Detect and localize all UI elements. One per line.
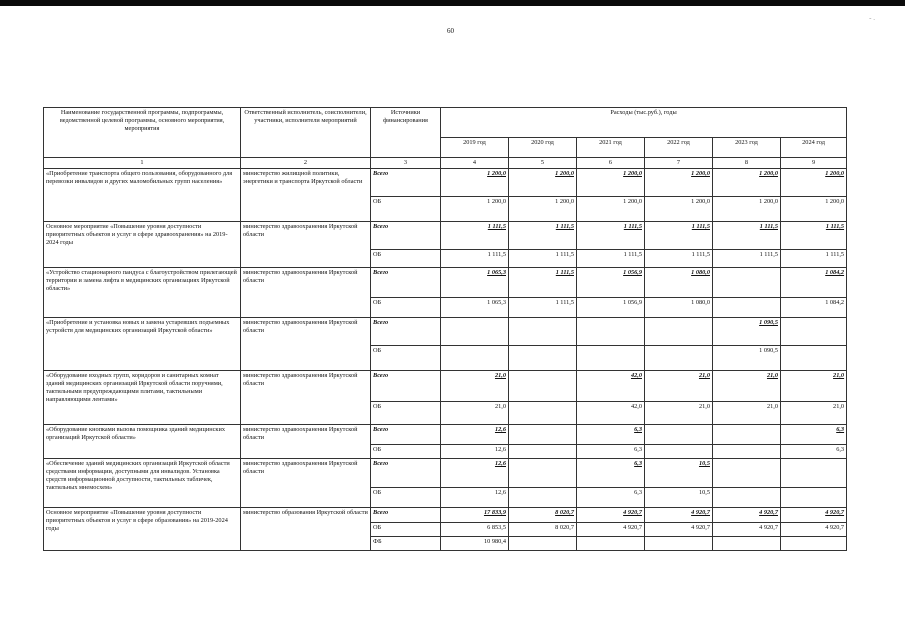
expense-value bbox=[509, 402, 577, 425]
corner-mark: - . bbox=[869, 14, 875, 22]
executor: министерство здравоохранения Иркутской области bbox=[241, 371, 371, 425]
expense-value bbox=[509, 425, 577, 445]
expense-value bbox=[645, 318, 713, 346]
scan-top-border bbox=[0, 0, 905, 6]
expense-value: 12,6 bbox=[441, 445, 509, 459]
activity-name: «Оборудование кнопками вызова помощника зданий медицинских организаций Иркутской области» bbox=[44, 425, 241, 459]
expense-value: 10,5 bbox=[645, 488, 713, 508]
executor: министерство образования Иркутской области bbox=[241, 508, 371, 551]
expense-value: 1 065,3 bbox=[441, 298, 509, 318]
funding-source: ОБ bbox=[371, 197, 441, 222]
expense-value bbox=[441, 318, 509, 346]
expense-value: 1 111,5 bbox=[781, 222, 847, 250]
expense-value: 21,0 bbox=[441, 402, 509, 425]
activity-name: Основное мероприятие «Повышение уровня доступности приоритетных объектов и услуг в сфере здравоохранения» на 2019-2024 годы bbox=[44, 222, 241, 268]
table-row bbox=[44, 318, 847, 346]
expense-value: 4 920,7 bbox=[713, 508, 781, 523]
table-row bbox=[44, 222, 847, 250]
column-index: 4 bbox=[441, 158, 509, 169]
expense-value bbox=[509, 371, 577, 402]
expense-value: 1 200,0 bbox=[441, 169, 509, 197]
funding-source: Всего bbox=[371, 371, 441, 402]
expense-value: 1 111,5 bbox=[577, 222, 645, 250]
expense-value bbox=[645, 537, 713, 551]
expense-value: 10 980,4 bbox=[441, 537, 509, 551]
expense-value: 8 020,7 bbox=[509, 523, 577, 537]
funding-source: ОБ bbox=[371, 346, 441, 371]
expense-value: 1 200,0 bbox=[713, 197, 781, 222]
expense-value: 4 920,7 bbox=[781, 508, 847, 523]
expense-value: 1 111,5 bbox=[781, 250, 847, 268]
expense-value: 12,6 bbox=[441, 488, 509, 508]
expense-value: 6,3 bbox=[577, 459, 645, 488]
expense-value: 1 200,0 bbox=[577, 169, 645, 197]
expense-value: 6 853,5 bbox=[441, 523, 509, 537]
expense-value bbox=[645, 425, 713, 445]
expense-value: 6,3 bbox=[577, 425, 645, 445]
expense-value: 1 200,0 bbox=[509, 197, 577, 222]
expense-value: 1 111,5 bbox=[509, 268, 577, 298]
header-year: 2022 год bbox=[645, 138, 713, 158]
expense-value bbox=[509, 488, 577, 508]
page-number: 60 bbox=[447, 27, 454, 35]
funding-source: ОБ bbox=[371, 488, 441, 508]
expense-value bbox=[713, 537, 781, 551]
executor: министерство здравоохранения Иркутской области bbox=[241, 318, 371, 371]
expense-value: 21,0 bbox=[441, 371, 509, 402]
expense-value: 8 020,7 bbox=[509, 508, 577, 523]
expense-value: 6,3 bbox=[577, 445, 645, 459]
expense-value: 1 080,0 bbox=[645, 268, 713, 298]
funding-source: Всего bbox=[371, 459, 441, 488]
expense-value bbox=[509, 459, 577, 488]
column-index: 5 bbox=[509, 158, 577, 169]
executor: министерство здравоохранения Иркутской области bbox=[241, 459, 371, 508]
expense-value: 1 084,2 bbox=[781, 298, 847, 318]
table-row bbox=[44, 169, 847, 197]
funding-source: ОБ bbox=[371, 298, 441, 318]
expense-value: 1 200,0 bbox=[509, 169, 577, 197]
funding-source: ОБ bbox=[371, 445, 441, 459]
table-row bbox=[44, 425, 847, 445]
column-index: 1 bbox=[44, 158, 241, 169]
column-index: 7 bbox=[645, 158, 713, 169]
expense-value: 21,0 bbox=[713, 371, 781, 402]
expense-value: 21,0 bbox=[713, 402, 781, 425]
expense-value: 1 111,5 bbox=[645, 250, 713, 268]
funding-source: Всего bbox=[371, 222, 441, 250]
funding-source: ФБ bbox=[371, 537, 441, 551]
expense-value: 1 111,5 bbox=[441, 222, 509, 250]
expense-value: 1 200,0 bbox=[713, 169, 781, 197]
column-index: 2 bbox=[241, 158, 371, 169]
column-index: 6 bbox=[577, 158, 645, 169]
table-row bbox=[44, 508, 847, 523]
funding-source: Всего bbox=[371, 425, 441, 445]
expense-value bbox=[781, 318, 847, 346]
expense-value: 4 920,7 bbox=[713, 523, 781, 537]
expense-value bbox=[781, 346, 847, 371]
expense-value: 21,0 bbox=[781, 402, 847, 425]
expense-value: 1 200,0 bbox=[781, 197, 847, 222]
activity-name: Основное мероприятие «Повышение уровня доступности приоритетных объектов и услуг в сфере образования» на 2019-2024 годы bbox=[44, 508, 241, 551]
expense-value bbox=[509, 445, 577, 459]
expense-value bbox=[509, 537, 577, 551]
executor: министерство жилищной политики, энергетики и транспорта Иркутской области bbox=[241, 169, 371, 222]
expense-value bbox=[645, 346, 713, 371]
expense-value: 1 200,0 bbox=[441, 197, 509, 222]
expense-value bbox=[713, 488, 781, 508]
expense-value: 1 200,0 bbox=[645, 169, 713, 197]
expense-value: 1 200,0 bbox=[781, 169, 847, 197]
expense-value: 21,0 bbox=[781, 371, 847, 402]
activity-name: «Оборудование входных групп, коридоров и санитарных комнат зданий медицинских организаций Иркутской области поручнями, тактильными предупреждающими плитами, тактильными направляющими лентами» bbox=[44, 371, 241, 425]
expense-value bbox=[577, 537, 645, 551]
header-year: 2024 год bbox=[781, 138, 847, 158]
expense-value: 21,0 bbox=[645, 402, 713, 425]
header-expenses: Расходы (тыс.руб.), годы bbox=[441, 108, 847, 138]
expense-value: 42,0 bbox=[577, 402, 645, 425]
funding-source: Всего bbox=[371, 318, 441, 346]
expense-value: 1 111,5 bbox=[645, 222, 713, 250]
funding-source: ОБ bbox=[371, 402, 441, 425]
expense-value: 1 065,3 bbox=[441, 268, 509, 298]
expense-value: 1 111,5 bbox=[509, 222, 577, 250]
activity-name: «Приобретение и установка новых и замена устаревших подъемных устройств для медицинских организаций Иркутской области» bbox=[44, 318, 241, 371]
column-index: 8 bbox=[713, 158, 781, 169]
budget-table bbox=[43, 107, 847, 551]
expense-value bbox=[781, 459, 847, 488]
expense-value: 4 920,7 bbox=[645, 523, 713, 537]
expense-value bbox=[509, 346, 577, 371]
executor: министерство здравоохранения Иркутской области bbox=[241, 425, 371, 459]
activity-name: «Устройство стационарного пандуса с благоустройством прилегающей территории и замена лифта в медицинских организациях Иркутской области» bbox=[44, 268, 241, 318]
expense-value: 12,6 bbox=[441, 425, 509, 445]
expense-value: 6,3 bbox=[781, 425, 847, 445]
executor: министерство здравоохранения Иркутской области bbox=[241, 222, 371, 268]
activity-name: «Приобретение транспорта общего пользования, оборудованного для перевозки инвалидов и других маломобильных групп населения» bbox=[44, 169, 241, 222]
header-year: 2019 год bbox=[441, 138, 509, 158]
funding-source: Всего bbox=[371, 508, 441, 523]
expense-value: 21,0 bbox=[645, 371, 713, 402]
expense-value: 1 090,5 bbox=[713, 346, 781, 371]
expense-value: 4 920,7 bbox=[577, 523, 645, 537]
expense-value bbox=[713, 459, 781, 488]
column-index: 3 bbox=[371, 158, 441, 169]
header-source: Источники финансирования bbox=[371, 108, 441, 158]
column-index: 9 bbox=[781, 158, 847, 169]
expense-value: 1 200,0 bbox=[645, 197, 713, 222]
header-year: 2020 год bbox=[509, 138, 577, 158]
executor: министерство здравоохранения Иркутской области bbox=[241, 268, 371, 318]
expense-value: 12,6 bbox=[441, 459, 509, 488]
expense-value bbox=[713, 425, 781, 445]
expense-value bbox=[441, 346, 509, 371]
expense-value: 1 056,9 bbox=[577, 268, 645, 298]
funding-source: ОБ bbox=[371, 523, 441, 537]
header-name: Наименование государственной программы, подпрограммы, ведомственной целевой программы, основного мероприятия, мероприятия bbox=[44, 108, 241, 158]
header-executor: Ответственный исполнитель, соисполнители, участники, исполнители мероприятий bbox=[241, 108, 371, 158]
expense-value: 1 080,0 bbox=[645, 298, 713, 318]
expense-value: 1 111,5 bbox=[577, 250, 645, 268]
expense-value: 1 200,0 bbox=[577, 197, 645, 222]
table-row bbox=[44, 371, 847, 402]
expense-value bbox=[645, 445, 713, 459]
expense-value bbox=[713, 268, 781, 298]
expense-value: 1 111,5 bbox=[713, 222, 781, 250]
table-row bbox=[44, 268, 847, 298]
expense-value bbox=[713, 445, 781, 459]
expense-value bbox=[577, 346, 645, 371]
expense-value: 1 056,9 bbox=[577, 298, 645, 318]
expense-value bbox=[509, 318, 577, 346]
expense-value: 1 111,5 bbox=[441, 250, 509, 268]
expense-value bbox=[781, 537, 847, 551]
expense-value: 4 920,7 bbox=[781, 523, 847, 537]
expense-value bbox=[713, 298, 781, 318]
header-year: 2021 год bbox=[577, 138, 645, 158]
funding-source: Всего bbox=[371, 268, 441, 298]
expense-value: 1 111,5 bbox=[509, 298, 577, 318]
expense-value: 1 084,2 bbox=[781, 268, 847, 298]
expense-value: 1 090,5 bbox=[713, 318, 781, 346]
funding-source: ОБ bbox=[371, 250, 441, 268]
expense-value: 17 833,9 bbox=[441, 508, 509, 523]
expense-value: 42,0 bbox=[577, 371, 645, 402]
funding-source: Всего bbox=[371, 169, 441, 197]
table-row bbox=[44, 459, 847, 488]
expense-value: 10,5 bbox=[645, 459, 713, 488]
expense-value bbox=[781, 488, 847, 508]
expense-value: 4 920,7 bbox=[577, 508, 645, 523]
expense-value: 6,3 bbox=[781, 445, 847, 459]
expense-value: 1 111,5 bbox=[713, 250, 781, 268]
header-year: 2023 год bbox=[713, 138, 781, 158]
expense-value: 1 111,5 bbox=[509, 250, 577, 268]
activity-name: «Обеспечение зданий медицинских организаций Иркутской области средствами информации, доступными для инвалидов. Установка средств информационной доступности, тактильных табличек, тактильных мнемосхем» bbox=[44, 459, 241, 508]
expense-value: 6,3 bbox=[577, 488, 645, 508]
expense-value bbox=[577, 318, 645, 346]
expense-value: 4 920,7 bbox=[645, 508, 713, 523]
